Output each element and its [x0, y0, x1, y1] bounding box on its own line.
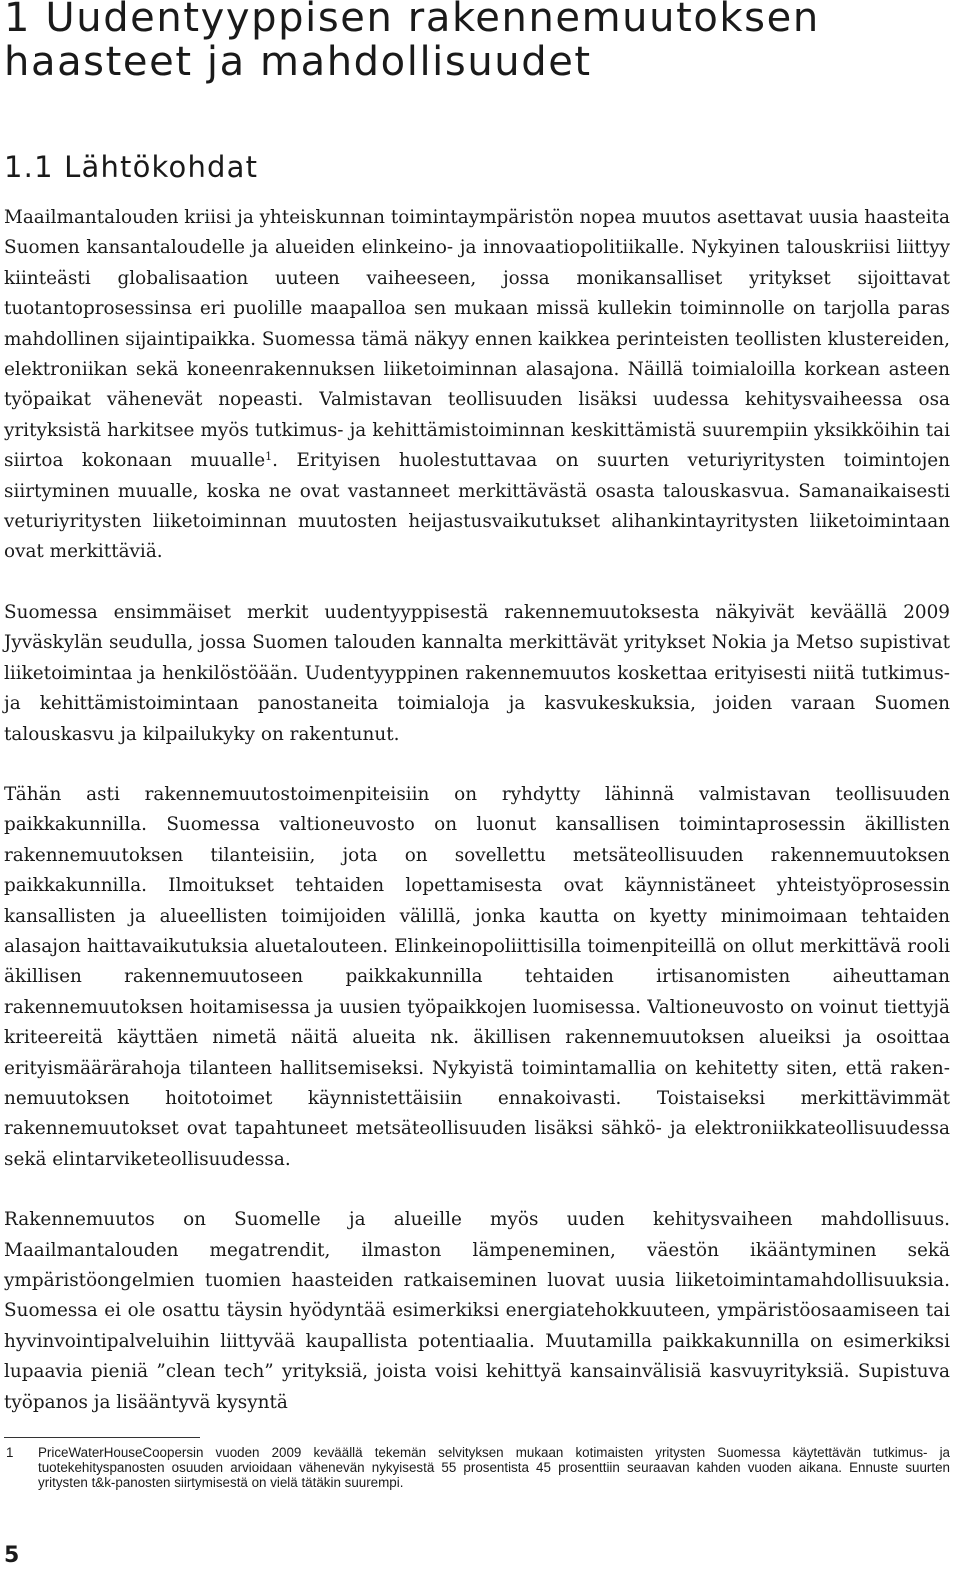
- page-number: 5: [4, 1543, 20, 1568]
- paragraph-1: [4, 203, 950, 568]
- paragraph-4: Rakennemuutos on Suomelle ja alueille myös uuden kehitysvaiheen mahdollisuus. Maailmantalouden megatrendit, ilmaston lämpeneminen, väestön ikääntyminen sekä ympäristöongelmien tuomien haasteiden ratkaiseminen luovat uusia liiketoimintamahdollisuuksia. Suomessa ei ole osattu täysin hyödyntää esimerkiksi energiatehokkuuteen, ympäristöosaamiseen tai hyvinvointipalveluihin liittyvää kaupallista potentiaalia. Muutamilla paikkakunnilla on esimerkiksi lupaavia pieniä ”clean tech” yrityksiä, joista voisi kehittyä kansainvälisiä kasvuyrityksiä. Supistuva työpanos ja lisääntyvä kysyntä: [4, 1209, 950, 1413]
- footnote-text: PriceWaterHouseCoopersin vuoden 2009 keväällä tekemän selvityksen mukaan kotimaisten yritysten Suomessa käytettävän tutkimus- ja tuotekehityspanosten osuuden arvioidaan vähenevän nykyisestä 55 prosentista 45 prosenttiin seuraavan kahden vuoden aikana. Ennuste suurten yritysten t&k-panosten siirtymisestä on vielä tätäkin suurempi.: [38, 1445, 950, 1490]
- footnote-reference: 1: [265, 450, 273, 464]
- footnote-number: 1: [6, 1445, 14, 1460]
- body-text: [4, 203, 950, 1448]
- footnote-divider: [4, 1437, 200, 1438]
- section-title: 1.1 Lähtökohdat: [4, 150, 259, 184]
- chapter-title: 1 Uudentyyppisen rakennemuutoksen haasteet ja mahdollisuudet: [4, 0, 820, 85]
- paragraph-1-text: Maailmantalouden kriisi ja yhteiskunnan toimintaympäristön nopea muutos asettavat uusia haasteita Suomen kansantaloudelle ja alueiden elinkeino- ja innovaatiopolitiikalle. Nykyinen talouskriisi liittyy kiinteästi globalisaation uuteen vaiheeseen, jossa monikansalliset yritykset sijoittavat tuotantoprosessinsa eri puolille maapalloa sen mukaan missä kullekin toiminnolle on tarjolla paras mahdollinen sijaintipaikka. Suomessa tämä näkyy ennen kaikkea perinteisten teollisten klustereiden, elektroniikan sekä koneenrakennuksen liiketoiminnan alasajona. Näillä toimialoilla korkean asteen työpaikat vähenevät nopeasti. Valmistavan teollisuuden lisäksi uudessa kehitysvaiheessa osa yrityksistä harkitsee myös tutkimus- ja kehittämistoiminnan keskittämistä suurempiin yksikköihin tai siirtoa kokonaan muualle: [4, 207, 950, 472]
- paragraph-1-continuation: . Erityisen huolestuttavaa on suurten veturiyritysten toimintojen siirtyminen muualle, koska ne ovat vastanneet merkittävästä osasta talouskasvua. Samanaikaisesti veturiyritysten liiketoiminnan muutosten heijastusvaikutukset alihankintayritysten liiketoimintaan ovat merkittäviä.: [4, 450, 950, 563]
- paragraph-2: Suomessa ensimmäiset merkit uudentyyppisestä rakennemuutoksesta näkyivät keväällä 2009 Jyväskylän seudulla, jossa Suomen talouden kannalta merkittävät yritykset Nokia ja Metso supistivat liiketoimintaa ja henkilöstöään. Uudentyyppinen rakennemuutos koskettaa erityisesti niitä tutkimus- ja kehittämistoimintaan panostaneita toimialoja ja kasvukeskuksia, joiden varaan Suomen talouskasvu ja kilpailukyky on rakentunut.: [4, 601, 950, 745]
- paragraph-3: Tähän asti rakennemuutostoimenpiteisiin on ryhdytty lähinnä valmistavan teollisuuden paikkakunnilla. Suomessa valtioneuvosto on luonut kansallisen toimintaprosessin äkillisten rakennemuutoksen tilanteisiin, jota on sovellettu metsäteollisuuden rakennemuutoksen paikkakunnilla. Ilmoitukset tehtaiden lopettamisesta ovat käynnistäneet yhteistyöprosessin kansallisten ja alueellisten toimijoiden välillä, jonka kautta on kyetty minimoimaan tehtaiden alasajon haittavaikutuksia aluetalouteen. Elinkeinopoliittisilla toimenpiteillä on ollut merkittävä rooli äkillisen rakennemuutoseen paikkakunnilla tehtaiden irtisanomisten aiheuttaman rakennemuutoksen hoitamisessa ja uusien työpaikkojen luomisessa. Valtioneuvosto on voinut tiettyjä kriteereitä käyttäen nimetä näitä alueita nk. äkillisen rakennemuutoksen alueiksi ja osoittaa erityismäärärahoja tilanteen hallitsemiseksi. Nykyistä toimintamallia on kehitetty siten, että rakennemuutoksen hoitotoimet käynnistettäisiin ennakoivasti. Toistaiseksi merkittävimmät rakennemuutokset ovat tapahtuneet metsäteollisuuden lisäksi sähkö- ja elektroniikkateollisuudessa sekä elintarviketeollisuudessa.: [4, 783, 950, 1170]
